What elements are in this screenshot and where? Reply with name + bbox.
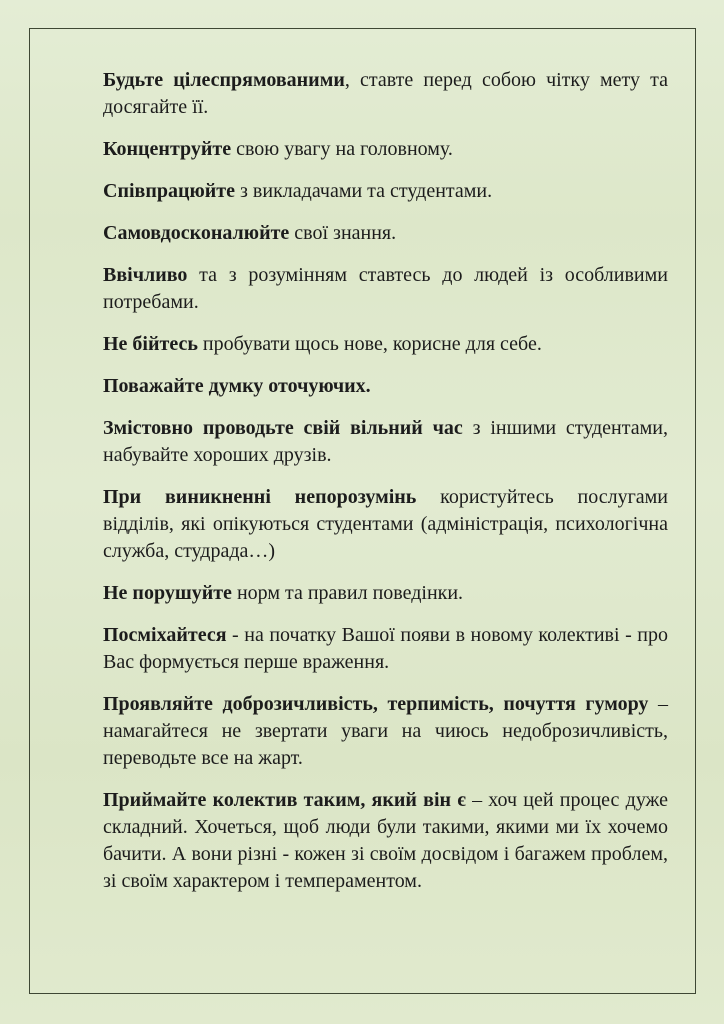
paragraph-lead-bold-text: Самовдосконалюйте [103,222,290,244]
paragraph-body-text: з іншими студентами, набувайте хороших друзів. [103,417,668,466]
paragraph [103,622,668,676]
paragraph-lead-bold-text: Змістовно проводьте свій вільний час [103,417,463,439]
paragraph-lead-bold-text: Ввічливо [103,264,188,286]
paragraph [103,67,668,121]
paragraph-body-text: з викладачами та студентами. [235,180,493,202]
paragraph [103,178,668,205]
paragraph-body-text: свою увагу на головному. [231,138,453,160]
paragraph-body-text: користуйтесь послугами відділів, які опікуються студентами (адміністрація, психологічна служба, студрада…) [103,486,669,562]
paragraph-lead-bold-text: Будьте цілеспрямованими [103,69,345,91]
paragraph [103,331,668,358]
paragraph-body-text: – хоч цей процес дуже складний. Хочеться, щоб люди були такими, якими ми їх хочемо бачити. А вони різні - кожен зі своїм досвідом і багажем проблем, зі своїм характером і темпераментом. [103,789,668,892]
paragraph [103,262,668,316]
paragraph [103,373,668,400]
paragraph [103,484,668,565]
paragraph-lead-bold-text: Посміхайтеся [103,624,227,646]
paragraph-lead-bold-text: Співпрацюйте [103,180,236,202]
paragraph [103,580,668,607]
paragraph [103,415,668,469]
paragraph-lead-bold-text: Приймайте колектив таким, який він є [103,789,466,811]
paragraph-lead-bold-text: Не бійтесь [103,333,198,355]
paragraph-body-text: пробувати щось нове, корисне для себе. [197,333,542,355]
paragraph-lead-bold-text: Поважайте думку оточуючих. [103,375,371,397]
paragraph-lead-bold-text: Концентруйте [103,138,232,160]
paragraph [103,787,668,895]
paragraph [103,691,668,772]
paragraph-body-text: свої знання. [289,222,397,244]
document-content [103,67,668,910]
paragraph-lead-bold-text: При виникненні непорозумінь [103,486,417,508]
paragraph [103,136,668,163]
paragraph-body-text: – намагайтеся не звертати уваги на чиюсь недоброзичливість, переводьте все на жарт. [103,693,668,769]
paragraph [103,220,668,247]
paragraph-body-text: норм та правил поведінки. [231,582,464,604]
paragraph-body-text: та з розумінням ставтесь до людей із особливими потребами. [103,264,668,313]
paragraph-lead-bold-text: Не порушуйте [103,582,232,604]
paragraph-body-text: , ставте перед собою чітку мету та досягайте її. [103,69,669,118]
paragraph-lead-bold-text: Проявляйте доброзичливість, терпимість, почуття гумору [103,693,649,715]
paragraph-body-text: - на початку Вашої появи в новому колективі - про Вас формується перше враження. [103,624,668,673]
